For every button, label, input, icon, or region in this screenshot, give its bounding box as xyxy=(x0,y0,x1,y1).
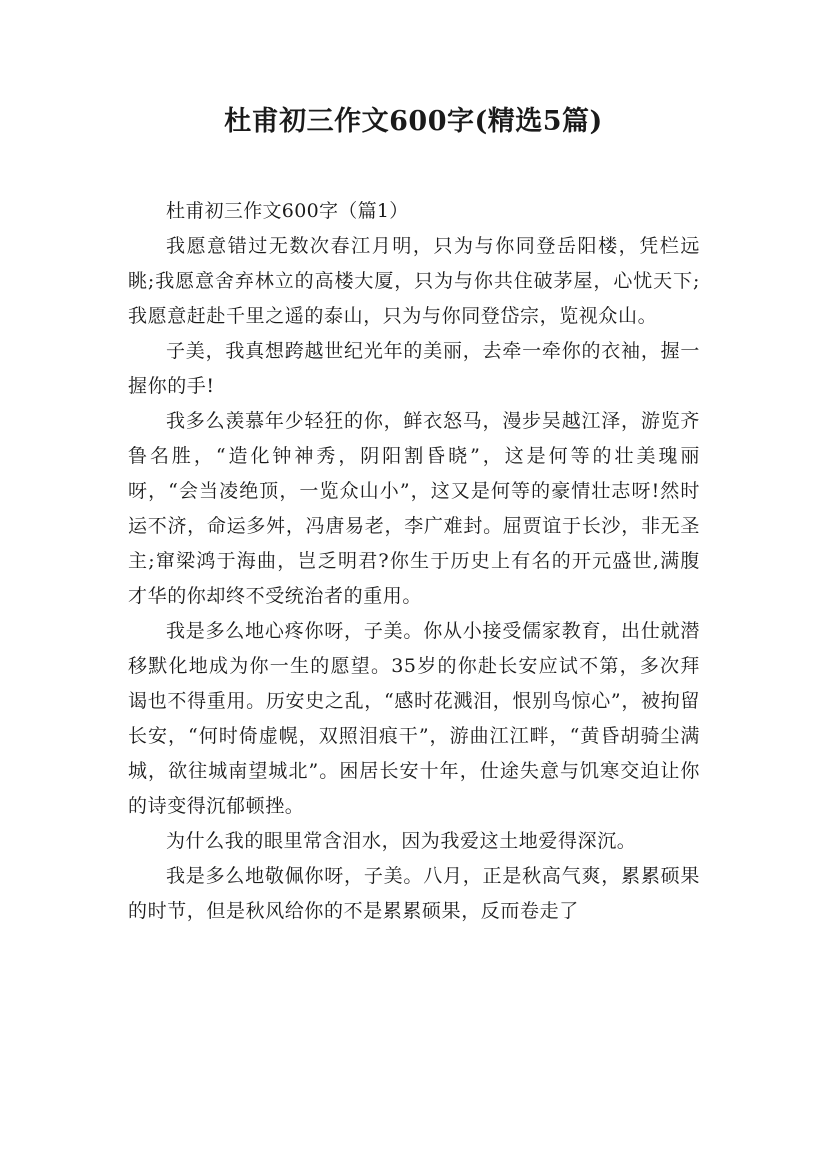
paragraph: 我多么羡慕年少轻狂的你，鲜衣怒马，漫步吴越江泽，游览齐鲁名胜，“造化钟神秀，阴阳割昏晓”，这是何等的壮美瑰丽呀，“会当凌绝顶，一览众山小”，这又是何等的豪情壮志呀!然时运不济，命运多舛，冯唐易老，李广难封。屈贾谊于长沙，非无圣主;窜梁鸿于海曲，岂乏明君?你生于历史上有名的开元盛世,满腹才华的你却终不受统治者的重用。 xyxy=(128,410,700,607)
paragraph: 我是多么地心疼你呀，子美。你从小接受儒家教育，出仕就潜移默化地成为你一生的愿望。35岁的你赴长安应试不第，多次拜谒也不得重用。历安史之乱，“感时花溅泪，恨别鸟惊心”，被拘留长安，“何时倚虚幌，双照泪痕干”，游曲江江畔，“黄昏胡骑尘满城，欲往城南望城北”。困居长安十年，仕途失意与饥寒交迫让你的诗变得沉郁顿挫。 xyxy=(128,620,700,817)
document-body xyxy=(128,194,700,929)
section-heading: 杜甫初三作文600字（篇1） xyxy=(166,200,409,222)
paragraph: 为什么我的眼里常含泪水，因为我爱这土地爱得深沉。 xyxy=(166,830,637,852)
document-title: 杜甫初三作文600字(精选5篇) xyxy=(224,106,603,137)
paragraph: 我愿意错过无数次春江月明，只为与你同登岳阳楼，凭栏远眺;我愿意舍弃林立的高楼大厦，只为与你共住破茅屋，心忧天下;我愿意赶赴千里之遥的泰山，只为与你同登岱宗，览视众山。 xyxy=(128,235,700,327)
paragraph: 我是多么地敬佩你呀，子美。八月，正是秋高气爽，累累硕果的时节，但是秋风给你的不是累累硕果，反而卷走了 xyxy=(128,865,700,922)
paragraph: 子美，我真想跨越世纪光年的美丽，去牵一牵你的衣袖，握一握你的手! xyxy=(128,340,700,397)
